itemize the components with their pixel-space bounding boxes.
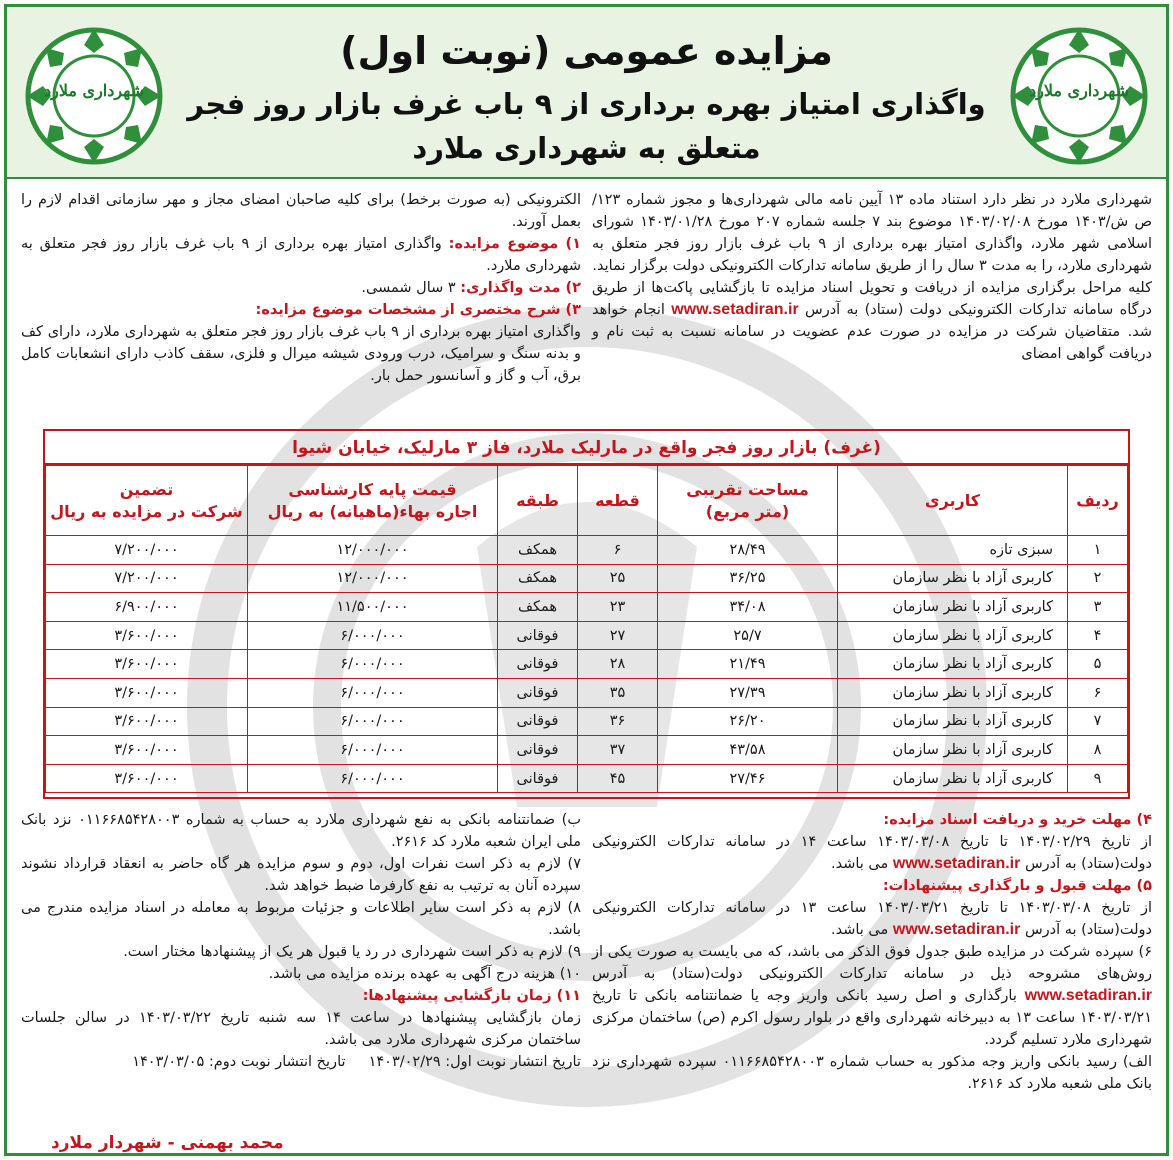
cell-usage: کاربری آزاد با نظر سازمان <box>838 764 1068 793</box>
cell-usage: کاربری آزاد با نظر سازمان <box>838 564 1068 593</box>
cell-piece: ۲۳ <box>578 593 658 622</box>
notice-title: مزایده عمومی (نوبت اول) <box>340 29 833 73</box>
section-text: واگذاری امتیاز بهره برداری از ۹ باب غرف بازار روز فجر متعلق به شهرداری ملارد، دارای کف و بدنه سنگ و سرامیک، درب ورودی شیشه میرال و فلزی، سقف کاذب دارای انشعابات کامل برق، آب و گاز و آسانسور حمل بار. <box>21 324 581 384</box>
cell-floor: فوقانی <box>498 621 578 650</box>
section-text: از تاریخ ۱۴۰۳/۰۳/۰۸ تا تاریخ ۱۴۰۳/۰۳/۲۱ ساعت ۱۳ در سامانه تدارکات الکترونیکی دولت(ستاد) به آدرس <box>592 900 1152 938</box>
section-label: ۲) مدت واگذاری: <box>460 280 581 296</box>
publish-date-second: تاریخ انتشار نوبت دوم: ۱۴۰۳/۰۳/۰۵ <box>132 1054 346 1070</box>
col-header-guarantee: تضمین شرکت در مزایده به ریال <box>46 466 248 536</box>
cell-guarantee: ۷/۲۰۰/۰۰۰ <box>46 536 248 565</box>
publication-dates <box>21 1051 581 1073</box>
table-row <box>46 707 1128 736</box>
booths-table-container <box>43 429 1130 799</box>
notice-subtitle-2: متعلق به شهرداری ملارد <box>412 131 761 165</box>
table-row <box>46 536 1128 565</box>
cell-guarantee: ۳/۶۰۰/۰۰۰ <box>46 678 248 707</box>
section-3 <box>21 299 581 387</box>
section-11 <box>21 985 581 1051</box>
section-text: ۶) سپرده شرکت در مزایده طبق جدول فوق الذکر می باشد، که می بایست به صورت یکی از روش‌های مشروحه ذیل در سامانه تدارکات الکترونیکی دولت(ستاد) به آدرس <box>592 944 1152 982</box>
table-caption: (غرف) بازار روز فجر واقع در مارلیک ملارد، فاز ۳ مارلیک، خیابان شیوا <box>45 431 1128 465</box>
section-label: ۱۱) زمان بازگشایی پیشنهادها: <box>362 988 581 1004</box>
cell-price: ۶/۰۰۰/۰۰۰ <box>248 621 498 650</box>
table-row <box>46 736 1128 765</box>
cell-guarantee: ۳/۶۰۰/۰۰۰ <box>46 736 248 765</box>
cell-price: ۶/۰۰۰/۰۰۰ <box>248 764 498 793</box>
cell-piece: ۲۵ <box>578 564 658 593</box>
cell-floor: فوقانی <box>498 736 578 765</box>
cell-price: ۶/۰۰۰/۰۰۰ <box>248 678 498 707</box>
notice-frame <box>4 4 1169 1156</box>
cell-piece: ۲۷ <box>578 621 658 650</box>
cell-floor: فوقانی <box>498 764 578 793</box>
section-4 <box>592 809 1152 875</box>
col-header-piece: قطعه <box>578 466 658 536</box>
publish-date-first: تاریخ انتشار نوبت اول: ۱۴۰۳/۰۲/۲۹ <box>368 1054 581 1070</box>
cell-area: ۳۶/۲۵ <box>658 564 838 593</box>
cell-guarantee: ۶/۹۰۰/۰۰۰ <box>46 593 248 622</box>
cell-usage: کاربری آزاد با نظر سازمان <box>838 678 1068 707</box>
cell-floor: همکف <box>498 593 578 622</box>
cell-row: ۱ <box>1068 536 1128 565</box>
table-row <box>46 621 1128 650</box>
cell-price: ۶/۰۰۰/۰۰۰ <box>248 707 498 736</box>
section-6-alef: الف) رسید بانکی واریز وجه مذکور به حساب شماره ۰۱۱۶۶۸۵۴۲۸۰۰۳ سپرده شهرداری نزد بانک ملی شعبه ملارد کد ۲۶۱۶. <box>592 1054 1152 1092</box>
municipality-logo-left <box>19 21 169 171</box>
col-header-row: ردیف <box>1068 466 1128 536</box>
section-text: بارگذاری و اصل رسید بانکی واریز وجه یا ضمانتنامه بانکی تا تاریخ ۱۴۰۳/۰۳/۲۱ ساعت ۱۳ به دبیرخانه شهرداری واقع در بلوار رسول اکرم (ص) ساختمان مرکزی شهرداری ملارد تسلیم گردد. <box>592 988 1152 1048</box>
col-header-price: قیمت پایه کارشناسی اجاره بهاء(ماهیانه) به ریال <box>248 466 498 536</box>
cell-price: ۱۲/۰۰۰/۰۰۰ <box>248 536 498 565</box>
cell-guarantee: ۳/۶۰۰/۰۰۰ <box>46 764 248 793</box>
section-text: زمان بازگشایی پیشنهادها در ساعت ۱۴ سه شنبه تاریخ ۱۴۰۳/۰۳/۲۲ در سالن جلسات ساختمان مرکزی شهرداری ملارد می باشد. <box>21 1010 582 1048</box>
cell-floor: فوقانی <box>498 678 578 707</box>
setad-link[interactable]: www.setadiran.ir <box>892 921 1021 938</box>
setad-link[interactable]: www.setadiran.ir <box>892 855 1021 872</box>
cell-area: ۲۸/۴۹ <box>658 536 838 565</box>
cell-usage: سبزی تازه <box>838 536 1068 565</box>
cell-row: ۶ <box>1068 678 1128 707</box>
section-1 <box>21 233 581 277</box>
section-8: ۸) لازم به ذکر است سایر اطلاعات و جزئیات مربوط به معامله در اسناد مزایده مندرج می باشد. <box>21 900 581 938</box>
cell-row: ۷ <box>1068 707 1128 736</box>
header <box>7 7 1166 179</box>
cell-area: ۳۴/۰۸ <box>658 593 838 622</box>
col-header-floor: طبقه <box>498 466 578 536</box>
municipality-logo-right <box>1004 21 1154 171</box>
cell-floor: همکف <box>498 536 578 565</box>
cell-floor: فوقانی <box>498 707 578 736</box>
section-2 <box>21 277 581 299</box>
cell-row: ۵ <box>1068 650 1128 679</box>
intro-paragraph: شهرداری ملارد در نظر دارد استناد ماده ۱۳ آیین نامه مالی شهرداری‌ها و مجوز شماره ۱۲۳/ص ش/۱۴۰۳ مورخ ۱۴۰۳/۰۲/۰۸ موضوع بند ۷ جلسه شماره ۲۰۷ مورخ ۱۴۰۳/۰۱/۲۸ شورای اسلامی شهر ملارد، واگذاری امتیاز بهره برداری از ۹ باب غرف بازار روز فجر متعلق به شهرداری ملارد، را به مدت ۳ سال را از طریق سامانه تدارکات الکترونیکی دولت برگزار نماید. <box>592 192 1153 274</box>
cell-area: ۲۷/۳۹ <box>658 678 838 707</box>
table-row <box>46 650 1128 679</box>
cell-piece: ۴۵ <box>578 764 658 793</box>
logo-text: شهرداری ملارد <box>1029 81 1129 100</box>
section-label: ۳) شرح مختصری از مشخصات موضوع مزایده: <box>255 302 581 318</box>
section-7: ۷) لازم به ذکر است نفرات اول، دوم و سوم مزایده هر گاه حاضر به انعقاد قرارداد نشوند سپرده آنان به ترتیب به نفع کارفرما ضبط خواهد شد. <box>21 856 581 894</box>
table-row <box>46 564 1128 593</box>
subject-column <box>21 189 581 387</box>
cell-price: ۶/۰۰۰/۰۰۰ <box>248 736 498 765</box>
cell-price: ۶/۰۰۰/۰۰۰ <box>248 650 498 679</box>
logo-text: شهرداری ملارد <box>44 81 144 100</box>
section-label: ۴) مهلت خرید و دریافت اسناد مزایده: <box>883 812 1152 828</box>
intro-continuation: الکترونیکی (به صورت برخط) برای کلیه صاحبان امضای مجاز و مهر سازمانی اقدام لازم را بعمل آورند. <box>21 192 581 230</box>
cell-floor: همکف <box>498 564 578 593</box>
cell-usage: کاربری آزاد با نظر سازمان <box>838 736 1068 765</box>
cell-row: ۴ <box>1068 621 1128 650</box>
intro-column <box>592 189 1152 365</box>
cell-guarantee: ۳/۶۰۰/۰۰۰ <box>46 650 248 679</box>
signature: محمد بهمنی - شهردار ملارد <box>51 1133 284 1153</box>
section-text: واگذاری امتیاز بهره برداری از ۹ باب غرف بازار روز فجر متعلق به شهرداری ملارد. <box>21 236 581 274</box>
setad-link[interactable]: www.setadiran.ir <box>1024 987 1153 1004</box>
intro-paragraph-2 <box>592 277 1152 365</box>
section-6 <box>592 941 1152 1051</box>
cell-usage: کاربری آزاد با نظر سازمان <box>838 621 1068 650</box>
notice-subtitle-1: واگذاری امتیاز بهره برداری از ۹ باب غرف بازار روز فجر <box>187 87 986 121</box>
cell-area: ۲۱/۴۹ <box>658 650 838 679</box>
deadlines-column <box>592 809 1152 1095</box>
section-text: می باشد. <box>830 922 889 938</box>
cell-piece: ۲۸ <box>578 650 658 679</box>
cell-price: ۱۱/۵۰۰/۰۰۰ <box>248 593 498 622</box>
cell-price: ۱۲/۰۰۰/۰۰۰ <box>248 564 498 593</box>
cell-area: ۴۳/۵۸ <box>658 736 838 765</box>
cell-row: ۳ <box>1068 593 1128 622</box>
cell-usage: کاربری آزاد با نظر سازمان <box>838 650 1068 679</box>
section-text: می باشد. <box>830 856 889 872</box>
section-label: ۱) موضوع مزایده: <box>448 236 582 252</box>
cell-guarantee: ۳/۶۰۰/۰۰۰ <box>46 621 248 650</box>
section-9: ۹) لازم به ذکر است شهرداری در رد یا قبول هر یک از پیشنهادها مختار است. <box>123 944 581 960</box>
intro-text: انجام خواهد شد. متقاضیان شرکت در مزایده در صورت عدم عضویت در سامانه نسبت به ثبت نام و دریافت گواهی امضای <box>592 302 1152 362</box>
cell-row: ۲ <box>1068 564 1128 593</box>
col-header-usage: کاربری <box>838 466 1068 536</box>
cell-guarantee: ۳/۶۰۰/۰۰۰ <box>46 707 248 736</box>
table-header-row <box>46 466 1128 536</box>
booths-table <box>45 465 1128 793</box>
section-6-be: ب) ضمانتنامه بانکی به نفع شهرداری ملارد به حساب به شماره ۰۱۱۶۶۸۵۴۲۸۰۰۳ نزد بانک ملی ایران شعبه ملارد کد ۲۶۱۶. <box>21 812 581 850</box>
cell-area: ۲۷/۴۶ <box>658 764 838 793</box>
section-text: از تاریخ ۱۴۰۳/۰۲/۲۹ تا تاریخ ۱۴۰۳/۰۳/۰۸ ساعت ۱۴ در سامانه تدارکات الکترونیکی دولت(ستاد) به آدرس <box>592 834 1152 872</box>
cell-usage: کاربری آزاد با نظر سازمان <box>838 593 1068 622</box>
cell-piece: ۶ <box>578 536 658 565</box>
cell-guarantee: ۷/۲۰۰/۰۰۰ <box>46 564 248 593</box>
col-header-area: مساحت تقریبی (متر مربع) <box>658 466 838 536</box>
cell-piece: ۳۷ <box>578 736 658 765</box>
setad-link[interactable]: www.setadiran.ir <box>671 301 799 318</box>
terms-column <box>21 809 581 1073</box>
cell-floor: فوقانی <box>498 650 578 679</box>
section-10: ۱۰) هزینه درج آگهی به عهده برنده مزایده می باشد. <box>268 966 581 982</box>
cell-row: ۸ <box>1068 736 1128 765</box>
table-row <box>46 593 1128 622</box>
cell-usage: کاربری آزاد با نظر سازمان <box>838 707 1068 736</box>
section-5 <box>592 875 1152 941</box>
cell-row: ۹ <box>1068 764 1128 793</box>
intro-text: کلیه مراحل برگزاری مزایده از دریافت و تحویل اسناد مزایده تا بازگشایی پاکت‌ها از طریق درگاه سامانه تدارکات الکترونیکی دولت (ستاد) به آدرس <box>592 280 1153 318</box>
cell-area: ۲۶/۲۰ <box>658 707 838 736</box>
cell-area: ۲۵/۷ <box>658 621 838 650</box>
table-row <box>46 764 1128 793</box>
section-text: ۳ سال شمسی. <box>361 280 456 296</box>
cell-piece: ۳۶ <box>578 707 658 736</box>
section-label: ۵) مهلت قبول و بارگذاری پیشنهادات: <box>882 878 1152 894</box>
cell-piece: ۳۵ <box>578 678 658 707</box>
table-row <box>46 678 1128 707</box>
